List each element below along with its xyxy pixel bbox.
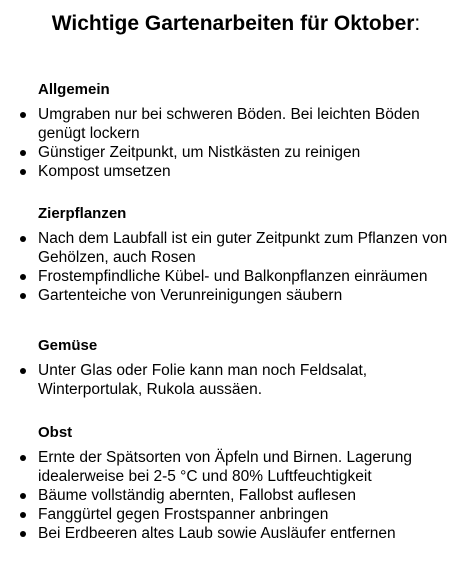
section-zierpflanzen	[0, 204, 472, 305]
bullet-icon	[20, 169, 26, 175]
bullet-icon	[20, 493, 26, 499]
section-heading: Allgemein	[38, 81, 110, 98]
section-allgemein	[0, 80, 472, 181]
page-title	[0, 10, 472, 38]
bullet-list	[0, 361, 472, 399]
bullet-list	[0, 105, 472, 181]
list-item	[0, 267, 472, 286]
list-item	[0, 229, 472, 267]
list-item	[0, 286, 472, 305]
list-item	[0, 143, 472, 162]
bullet-icon	[20, 274, 26, 280]
bullet-icon	[20, 368, 26, 374]
list-item-text: Bei Erdbeeren altes Laub sowie Ausläufer entfernen	[38, 525, 396, 542]
bullet-list	[0, 448, 472, 543]
list-item	[0, 524, 472, 543]
bullet-icon	[20, 293, 26, 299]
section-obst	[0, 423, 472, 543]
page-title-colon: :	[414, 12, 421, 35]
bullet-icon	[20, 236, 26, 242]
list-item-text: Unter Glas oder Folie kann man noch Feldsalat, Winterportulak, Rukola aussäen.	[38, 362, 368, 398]
section-gemuese	[0, 336, 472, 399]
list-item	[0, 486, 472, 505]
section-heading: Obst	[38, 424, 73, 441]
list-item-text: Gartenteiche von Verunreinigungen säubern	[38, 287, 343, 304]
list-item	[0, 105, 472, 143]
bullet-icon	[20, 512, 26, 518]
list-item-text: Frostempfindliche Kübel- und Balkonpflanzen einräumen	[38, 268, 428, 285]
list-item-text: Kompost umsetzen	[38, 163, 171, 180]
bullet-icon	[20, 112, 26, 118]
section-heading: Gemüse	[38, 337, 98, 354]
list-item-text: Bäume vollständig abernten, Fallobst auflesen	[38, 487, 356, 504]
list-item-text: Nach dem Laubfall ist ein guter Zeitpunkt zum Pflanzen von Gehölzen, auch Rosen	[38, 230, 448, 266]
bullet-icon	[20, 455, 26, 461]
list-item-text: Günstiger Zeitpunkt, um Nistkästen zu reinigen	[38, 144, 361, 161]
section-heading: Zierpflanzen	[38, 205, 127, 222]
bullet-icon	[20, 150, 26, 156]
list-item-text: Umgraben nur bei schweren Böden. Bei leichten Böden genügt lockern	[38, 106, 420, 142]
list-item	[0, 448, 472, 486]
bullet-list	[0, 229, 472, 305]
bullet-icon	[20, 531, 26, 537]
list-item	[0, 162, 472, 181]
list-item	[0, 505, 472, 524]
page-title-text: Wichtige Gartenarbeiten für Oktober	[51, 12, 415, 35]
list-item-text: Ernte der Spätsorten von Äpfeln und Birnen. Lagerung idealerweise bei 2-5 °C und 80% Luftfeuchtigkeit	[38, 449, 412, 485]
list-item	[0, 361, 472, 399]
list-item-text: Fanggürtel gegen Frostspanner anbringen	[38, 506, 329, 523]
